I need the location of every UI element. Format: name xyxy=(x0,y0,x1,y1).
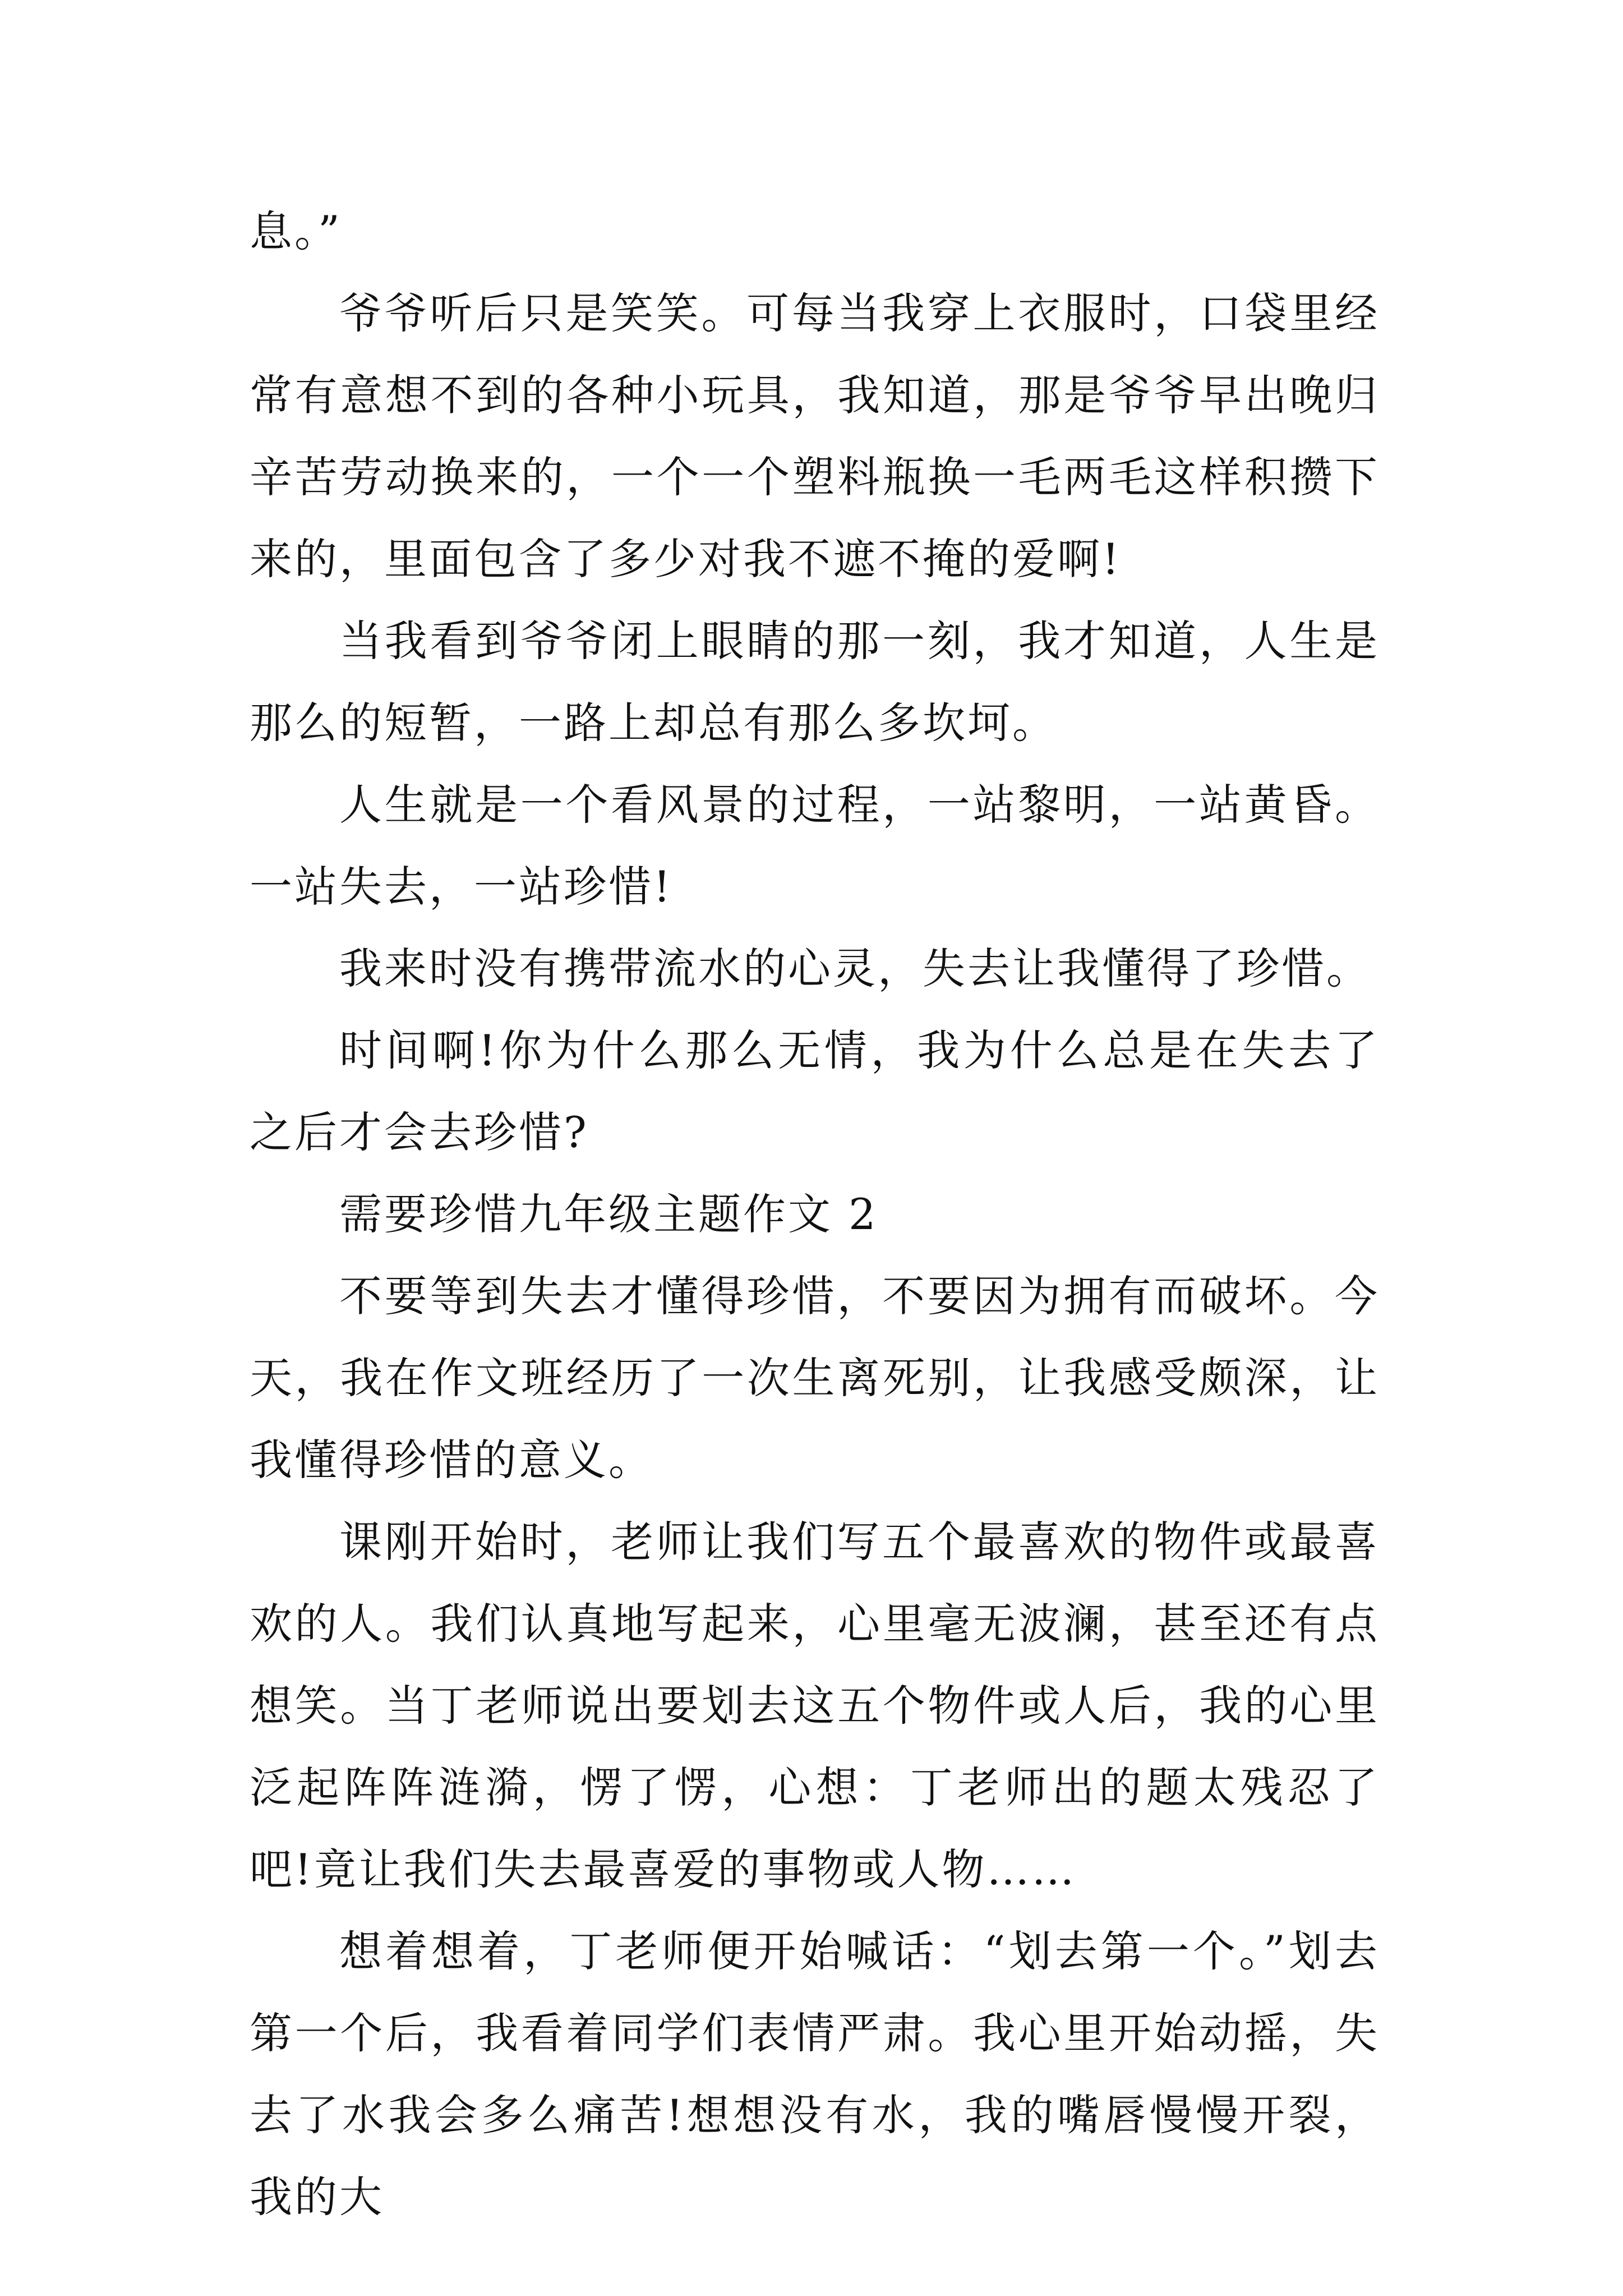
paragraph-1: 息。” xyxy=(250,206,342,256)
paragraph-5: 我来时没有携带流水的心灵，失去让我懂得了珍惜。 xyxy=(339,944,1371,993)
paragraph-7: 不要等到失去才懂得珍惜，不要因为拥有而破坏。今天，我在作文班经历了一次生离死别，让我感受颇深，让我懂得珍惜的意义。 xyxy=(250,1271,1380,1485)
paragraph-6: 时间啊!你为什么那么无情，我为什么总是在失去了之后才会去珍惜? xyxy=(250,1025,1380,1157)
paragraph-4: 人生就是一个看风景的过程，一站黎明，一站黄昏。一站失去，一站珍惜! xyxy=(250,780,1380,912)
paragraph-2: 爷爷听后只是笑笑。可每当我穿上衣服时，口袋里经常有意想不到的各种小玩具，我知道，那是爷爷早出晚归辛苦劳动换来的，一个一个塑料瓶换一毛两毛这样积攒下来的，里面包含了多少对我不遮不掩的爱啊! xyxy=(250,288,1380,584)
paragraph-3: 当我看到爷爷闭上眼睛的那一刻，我才知道，人生是那么的短暂，一路上却总有那么多坎坷。 xyxy=(250,616,1380,748)
paragraph-8: 课刚开始时，老师让我们写五个最喜欢的物件或最喜欢的人。我们认真地写起来，心里毫无波澜，甚至还有点想笑。当丁老师说出要划去这五个物件或人后，我的心里泛起阵阵涟漪，愣了愣，心想：丁老师出的题太残忍了吧!竟让我们失去最喜爱的事物或人物…… xyxy=(250,1517,1380,1894)
section-heading: 需要珍惜九年级主题作文 2 xyxy=(339,1189,878,1239)
document-body xyxy=(250,191,1380,2238)
paragraph-9: 想着想着，丁老师便开始喊话：“划去第一个。”划去第一个后，我看着同学们表情严肃。我心里开始动摇，失去了水我会多么痛苦!想想没有水，我的嘴唇慢慢开裂，我的大 xyxy=(250,1926,1380,2222)
